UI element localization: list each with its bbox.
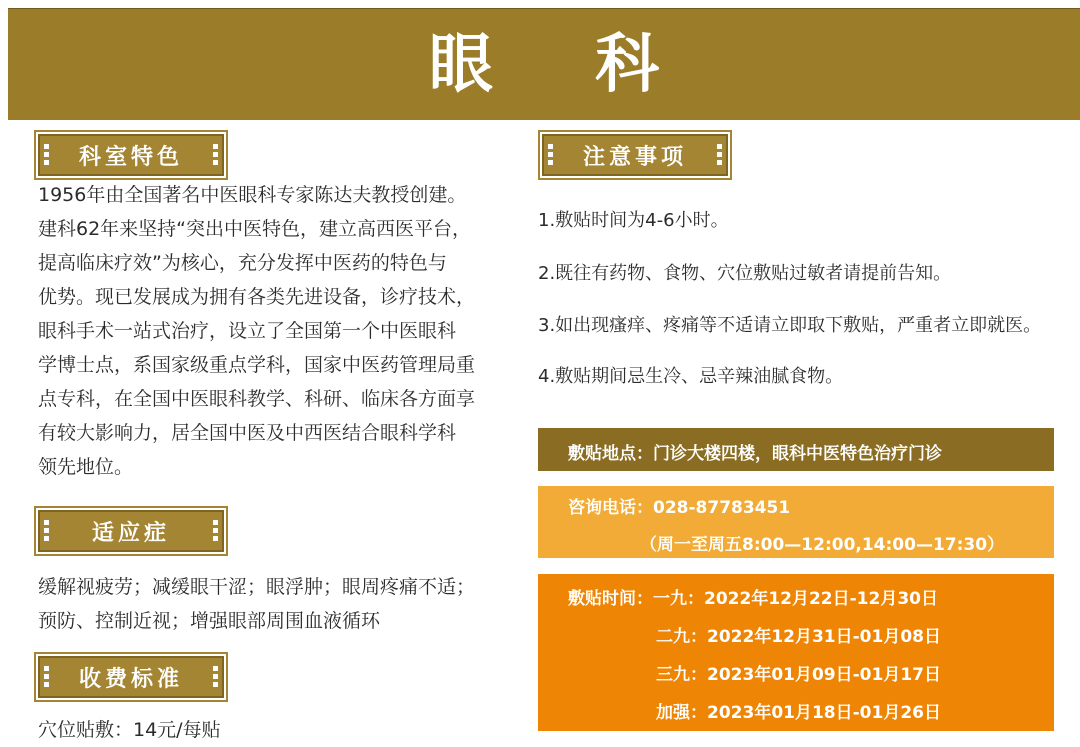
text-line: 缓解视疲劳；减缓眼干涩；眼浮肿；眼周疼痛不适； — [38, 576, 476, 598]
section-title: 注意事项 — [582, 144, 687, 170]
note-item: 2.既往有药物、食物、穴位敷贴过敏者请提前告知。 — [538, 263, 952, 284]
schedule-row: 加强：2023年01月18日-01月26日 — [656, 703, 941, 723]
text-line: 优势。现已发展成为拥有各类先进设备，诊疗技术， — [38, 286, 476, 308]
section-header-fees — [38, 656, 224, 698]
features-text — [38, 180, 475, 482]
location-text: 敷贴地点：门诊大楼四楼，眼科中医特色治疗门诊 — [568, 444, 942, 464]
text-line: 点专科，在全国中医眼科教学、科研、临床各方面享 — [38, 388, 476, 410]
note-item: 3.如出现瘙痒、疼痛等不适请立即取下敷贴，严重者立即就医。 — [538, 315, 1042, 336]
section-header-notes — [542, 134, 728, 176]
ornament-icon — [208, 520, 218, 542]
ornament-icon — [712, 144, 722, 166]
text-line: 领先地位。 — [38, 456, 134, 478]
section-title: 收费标准 — [78, 666, 183, 692]
text-line: 提高临床疗效”为核心，充分发挥中医药的特色与 — [38, 252, 447, 274]
header-banner — [8, 8, 1080, 120]
phone-number: 咨询电话：028-87783451 — [568, 498, 791, 518]
ornament-icon — [208, 144, 218, 166]
schedule-row: 三九：2023年01月09日-01月17日 — [656, 665, 941, 685]
text-line: 预防、控制近视；增强眼部周围血液循环 — [38, 610, 381, 632]
text-line: 眼科手术一站式治疗，设立了全国第一个中医眼科 — [38, 320, 457, 342]
text-line: 学博士点，系国家级重点学科，国家中医药管理局重 — [38, 354, 476, 376]
fees-text — [38, 715, 221, 745]
section-title: 适应症 — [91, 520, 170, 546]
location-box — [538, 428, 1054, 471]
page-title: 眼 科 — [428, 28, 700, 102]
note-item: 4.敷贴期间忌生冷、忌辛辣油腻食物。 — [538, 366, 844, 387]
note-item: 1.敷贴时间为4-6小时。 — [538, 210, 729, 231]
schedule-box — [538, 574, 1054, 731]
text-line: 有较大影响力，居全国中医及中西医结合眼科学科 — [38, 422, 457, 444]
ornament-icon — [208, 666, 218, 688]
schedule-row: 敷贴时间：一九：2022年12月22日-12月30日 — [568, 589, 938, 609]
phone-hours: （周一至周五8:00—12:00,14:00—17:30） — [640, 535, 1005, 555]
section-header-features — [38, 134, 224, 176]
section-header-indications — [38, 510, 224, 552]
schedule-row: 二九：2022年12月31日-01月08日 — [656, 627, 941, 647]
text-line: 建科62年来坚持“突出中医特色，建立高西医平台， — [38, 218, 472, 240]
phone-box — [538, 486, 1054, 558]
indications-text — [38, 572, 475, 636]
section-title: 科室特色 — [78, 144, 183, 170]
text-line: 1956年由全国著名中医眼科专家陈达夫教授创建。 — [38, 184, 467, 206]
text-line: 穴位贴敷：14元/每贴 — [38, 719, 221, 741]
